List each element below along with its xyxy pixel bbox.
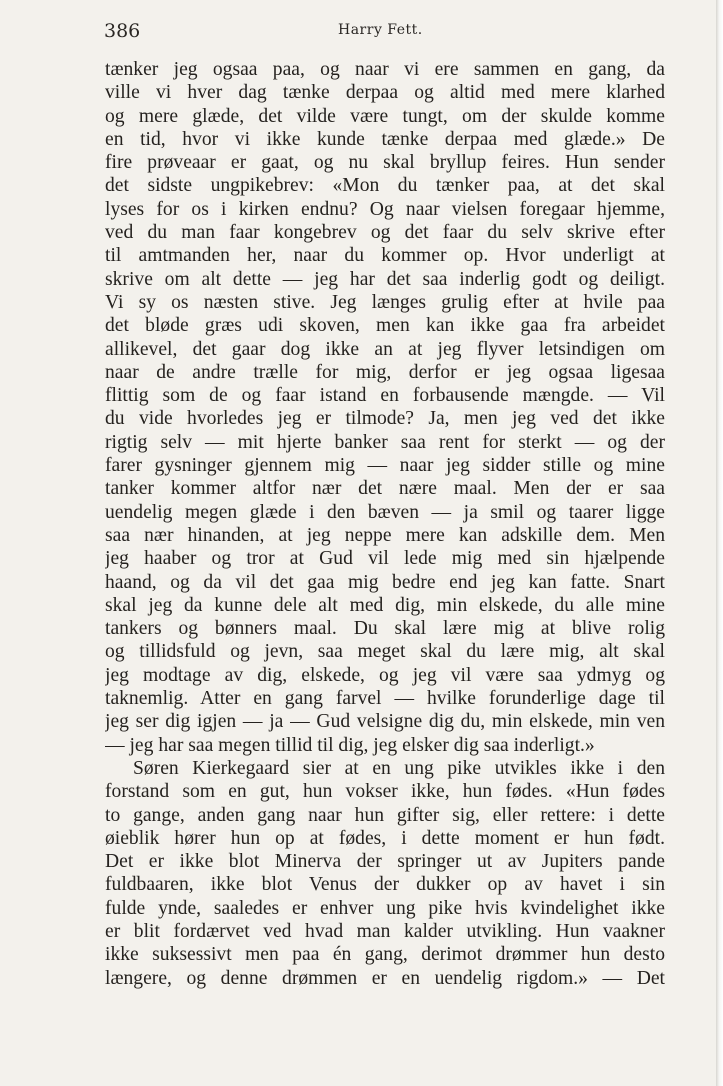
text-line: tankers og bønners maal. Du skal lære mig at blive rolig — [105, 618, 665, 640]
text-line: rigtig selv — mit hjerte banker saa rent for sterkt — og der — [105, 431, 665, 453]
text-line: tænker jeg ogsaa paa, og naar vi ere sammen en gang, da — [105, 59, 665, 80]
text-line: fulde ynde, saaledes er enhver ung pike hvis kvindelighet ikke — [105, 897, 665, 919]
text-line: forstand som en gut, hun vokser ikke, hun fødes. «Hun fødes — [105, 781, 665, 803]
text-line: og tillidsfuld og jevn, saa meget skal du lære mig, alt skal — [105, 641, 665, 663]
text-line: jeg modtage av dig, elskede, og jeg vil være saa ydmyg og — [105, 664, 665, 686]
text-line: flittig som de og faar istand en forbausende mængde. — Vil — [105, 385, 665, 407]
text-line: skal jeg da kunne dele alt med dig, min elskede, du alle mine — [105, 594, 665, 616]
page-number: 386 — [104, 20, 141, 42]
text-line: skrive om alt dette — jeg har det saa inderlig godt og deiligt. — [105, 268, 665, 290]
text-line: lyses for os i kirken endnu? Og naar vielsen foregaar hjemme, — [105, 198, 665, 220]
text-line: ved du man faar kongebrev og det faar du selv skrive efter — [105, 222, 665, 244]
page-edge — [716, 0, 723, 1086]
text-line: naar de andre trælle for mig, derfor er jeg ogsaa ligesaa — [105, 361, 665, 383]
running-title: Harry Fett. — [338, 22, 423, 38]
text-line: øieblik hører hun op at fødes, i dette moment er hun født. — [105, 827, 665, 849]
text-line: farer gysninger gjennem mig — naar jeg sidder stille og mine — [105, 455, 665, 477]
text-line: saa nær hinanden, at jeg neppe mere kan adskille dem. Men — [105, 524, 665, 546]
text-line: taknemlig. Atter en gang farvel — hvilke forunderlige dage til — [105, 688, 665, 710]
text-line: fire prøveaar er gaat, og nu skal bryllup feires. Hun sender — [105, 152, 665, 174]
text-line: en tid, hvor vi ikke kunde tænke derpaa med glæde.» De — [105, 128, 665, 150]
text-line: ikke suksessivt men paa én gang, derimot drømmer hun desto — [105, 944, 665, 966]
text-line: og mere glæde, det vilde være tungt, om der skulde komme — [105, 105, 665, 127]
text-line: Søren Kierkegaard sier at en ung pike utvikles ikke i den — [133, 757, 665, 779]
text-line: det bløde græs udi skoven, men kan ikke gaa fra arbeidet — [105, 315, 665, 337]
text-line: er blit fordærvet ved hvad man kalder utvikling. Hun vaakner — [105, 920, 665, 942]
text-line: haand, og da vil det gaa mig bedre end jeg kan fatte. Snart — [105, 571, 665, 593]
text-line: — jeg har saa megen tillid til dig, jeg elsker dig saa inderligt.» — [105, 734, 595, 756]
text-line: Vi sy os næsten stive. Jeg længes grulig efter at hvile paa — [105, 291, 665, 313]
text-line: jeg haaber og tror at Gud vil lede mig med sin hjælpende — [105, 548, 665, 570]
text-line: du vide hvorledes jeg er tilmode? Ja, men jeg ved det ikke — [105, 408, 665, 430]
paragraph — [105, 757, 665, 990]
text-line: Det er ikke blot Minerva der springer ut av Jupiters pande — [105, 851, 665, 873]
text-line: ville vi hver dag tænke derpaa og altid med mere klarhed — [105, 82, 665, 104]
paragraph — [105, 58, 665, 757]
text-line: til amtmanden her, naar du kommer op. Hvor underligt at — [105, 245, 665, 267]
text-line: fuldbaaren, ikke blot Venus der dukker op av havet i sin — [105, 874, 665, 896]
running-header — [0, 18, 716, 44]
text-line: jeg ser dig igjen — ja — Gud velsigne dig du, min elskede, min ven — [105, 711, 665, 733]
text-line: to gange, anden gang naar hun gifter sig, eller rettere: i dette — [105, 804, 665, 826]
text-line: længere, og denne drømmen er en uendelig rigdom.» — Det — [105, 967, 665, 989]
text-line: det sidste ungpikebrev: «Mon du tænker paa, at det skal — [105, 175, 665, 197]
text-line: uendelig megen glæde i den bæven — ja smil og taarer ligge — [105, 501, 665, 523]
text-line: allikevel, det gaar dog ikke an at jeg flyver letsindigen om — [105, 338, 665, 360]
text-line: tanker kommer altfor nær det nære maal. Men der er saa — [105, 478, 665, 500]
body-text — [105, 58, 665, 990]
